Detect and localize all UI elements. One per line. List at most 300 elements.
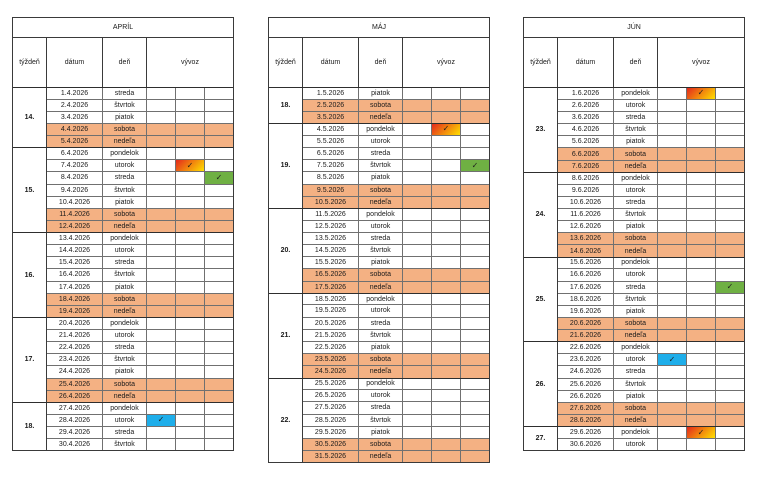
month-table [268,17,490,463]
pickup-cell [403,185,432,196]
month-title: JÚN [524,18,744,38]
pickup-cell [403,148,432,159]
day-name-cell: pondelok [359,209,403,220]
day-name-cell: štvrtok [614,124,658,135]
day-row [47,403,233,414]
day-name-cell: štvrtok [359,415,403,426]
day-row [47,99,233,111]
day-row [558,208,744,220]
date-cell: 8.4.2026 [47,172,103,183]
pickup-cell [403,294,432,305]
pickup-cell [432,245,461,256]
pickup-cell [205,294,233,305]
date-cell: 23.4.2026 [47,354,103,365]
day-name-cell: streda [359,318,403,329]
day-name-cell: utorok [103,330,147,341]
pickup-cell [176,282,205,293]
week-block [269,123,489,208]
pickup-cell [205,245,233,256]
pickup-cell [461,415,489,426]
pickup-cell [432,88,461,99]
day-name-cell: piatok [614,221,658,232]
pickup-cell [432,402,461,413]
pickup-cell [716,306,744,317]
pickup-cell [658,342,687,353]
pickup-cell [176,318,205,329]
weekend-day-row [558,402,744,414]
pickup-cell [658,100,687,111]
date-cell: 3.4.2026 [47,112,103,123]
pickup-cell [658,112,687,123]
pickup-cell [147,318,176,329]
pickup-cell [461,342,489,353]
pickup-cell [432,269,461,280]
day-row [303,304,489,316]
date-cell: 15.6.2026 [558,258,614,269]
day-name-cell: štvrtok [103,185,147,196]
day-name-cell: sobota [614,148,658,159]
date-cell: 13.6.2026 [558,233,614,244]
date-cell: 21.5.2026 [303,330,359,341]
weekend-day-row [47,220,233,232]
date-cell: 17.6.2026 [558,282,614,293]
pickup-cell [716,221,744,232]
day-name-cell: streda [103,427,147,438]
date-cell: 9.5.2026 [303,185,359,196]
pickup-cell [176,112,205,123]
day-row [558,220,744,232]
weekend-day-row [47,390,233,402]
week-block [524,257,744,342]
date-cell: 17.5.2026 [303,282,359,293]
pickup-cell [205,148,233,159]
pickup-cell [461,185,489,196]
day-name-cell: sobota [103,294,147,305]
pickup-cell [716,148,744,159]
pickup-cell [658,185,687,196]
pickup-cell [658,318,687,329]
pickup-cell [176,233,205,244]
weekend-day-row [47,378,233,390]
date-cell: 4.5.2026 [303,124,359,135]
weekend-day-row [303,281,489,293]
pickup-cell [687,342,716,353]
pickup-cell [687,403,716,414]
date-cell: 27.5.2026 [303,402,359,413]
week-days [47,148,233,232]
date-cell: 16.4.2026 [47,269,103,280]
pickup-cell [461,318,489,329]
pickup-cell [658,136,687,147]
pickup-cell [716,112,744,123]
pickup-cell [461,221,489,232]
week-block [524,341,744,426]
check-icon: ✓ [697,88,705,98]
day-row [47,281,233,293]
pickup-cell [461,451,489,462]
date-cell: 23.5.2026 [303,354,359,365]
pickup-cell [716,330,744,341]
pickup-cell [432,330,461,341]
day-name-cell: pondelok [614,258,658,269]
week-number: 24. [524,173,558,257]
pickup-cell-marked [687,88,716,99]
day-name-cell: pondelok [359,124,403,135]
weekend-day-row [303,365,489,377]
date-cell: 26.5.2026 [303,390,359,401]
pickup-cell [716,161,744,172]
day-name-cell: štvrtok [103,439,147,450]
date-cell: 16.5.2026 [303,269,359,280]
pickup-cell [403,451,432,462]
pickup-cell [461,124,489,135]
day-row [47,159,233,171]
date-cell: 29.4.2026 [47,427,103,438]
pickup-cell [716,124,744,135]
weekend-day-row [47,135,233,147]
weekend-day-row [558,160,744,172]
week-block [13,87,233,147]
pickup-cell [403,366,432,377]
day-name-cell: sobota [103,209,147,220]
day-name-cell: štvrtok [103,354,147,365]
day-name-cell: streda [103,257,147,268]
date-cell: 15.4.2026 [47,257,103,268]
date-cell: 18.5.2026 [303,294,359,305]
pickup-cell [716,269,744,280]
pickup-cell [147,100,176,111]
pickup-cell [432,427,461,438]
date-cell: 5.6.2026 [558,136,614,147]
day-name-cell: nedeľa [103,221,147,232]
header-date: dátum [558,38,614,87]
day-row [47,318,233,329]
pickup-cell [461,330,489,341]
day-row [558,123,744,135]
date-cell: 29.6.2026 [558,427,614,438]
day-name-cell: štvrtok [103,269,147,280]
week-block [269,293,489,378]
pickup-cell [658,148,687,159]
week-block [269,208,489,293]
week-number: 14. [13,88,47,147]
date-cell: 16.6.2026 [558,269,614,280]
date-cell: 22.4.2026 [47,342,103,353]
week-block [524,172,744,257]
day-name-cell: utorok [614,185,658,196]
date-cell: 19.4.2026 [47,306,103,317]
pickup-cell [176,185,205,196]
pickup-cell [432,112,461,123]
pickup-cell [461,257,489,268]
date-cell: 11.4.2026 [47,209,103,220]
pickup-cell [461,197,489,208]
pickup-cell [147,245,176,256]
pickup-cell [716,233,744,244]
week-number: 25. [524,258,558,342]
day-name-cell: nedeľa [614,245,658,256]
date-cell: 10.6.2026 [558,197,614,208]
day-row [558,281,744,293]
pickup-cell [687,330,716,341]
weekend-day-row [303,184,489,196]
day-name-cell: utorok [359,390,403,401]
day-name-cell: sobota [359,100,403,111]
week-days [558,173,744,257]
pickup-cell [716,294,744,305]
date-cell: 2.6.2026 [558,100,614,111]
day-name-cell: sobota [614,403,658,414]
pickup-cell [658,269,687,280]
pickup-cell [687,100,716,111]
date-cell: 28.6.2026 [558,415,614,426]
pickup-cell [205,379,233,390]
day-name-cell: nedeľa [103,136,147,147]
weekend-day-row [47,208,233,220]
day-row [558,390,744,402]
pickup-cell [176,366,205,377]
pickup-cell [432,390,461,401]
day-row [47,256,233,268]
pickup-cell [716,88,744,99]
header-day: deň [103,38,147,87]
pickup-cell [176,391,205,402]
pickup-cell [147,136,176,147]
pickup-cell [176,439,205,450]
day-name-cell: nedeľa [614,415,658,426]
pickup-cell [147,221,176,232]
pickup-cell [205,391,233,402]
day-row [558,365,744,377]
day-row [558,173,744,184]
pickup-cell [658,258,687,269]
pickup-cell [716,100,744,111]
pickup-cell [147,342,176,353]
pickup-cell [403,318,432,329]
day-name-cell: pondelok [614,427,658,438]
pickup-cell [687,112,716,123]
date-cell: 6.5.2026 [303,148,359,159]
pickup-cell [432,318,461,329]
pickup-cell [432,148,461,159]
pickup-cell [716,403,744,414]
day-row [558,184,744,196]
pickup-cell [687,136,716,147]
pickup-cell [658,221,687,232]
day-name-cell: streda [359,148,403,159]
pickup-cell [403,354,432,365]
day-row [47,148,233,159]
date-cell: 18.4.2026 [47,294,103,305]
date-cell: 24.6.2026 [558,366,614,377]
day-name-cell: pondelok [359,294,403,305]
pickup-cell [176,124,205,135]
pickup-cell [205,306,233,317]
pickup-cell [716,391,744,402]
date-cell: 20.6.2026 [558,318,614,329]
pickup-cell [403,269,432,280]
day-name-cell: streda [614,197,658,208]
day-row [558,293,744,305]
pickup-cell [403,245,432,256]
date-cell: 7.6.2026 [558,161,614,172]
day-row [558,305,744,317]
date-cell: 25.4.2026 [47,379,103,390]
week-days [558,427,744,450]
check-icon: ✓ [442,124,450,134]
day-row [303,171,489,183]
pickup-cell [658,403,687,414]
pickup-cell [403,427,432,438]
week-days [303,88,489,123]
day-name-cell: piatok [359,342,403,353]
pickup-cell [205,415,233,426]
pickup-cell [716,197,744,208]
pickup-cell [176,100,205,111]
day-row [303,379,489,390]
pickup-cell [403,379,432,390]
day-row [558,196,744,208]
pickup-cell [461,390,489,401]
pickup-cell [461,269,489,280]
pickup-cell [461,148,489,159]
pickup-cell [403,305,432,316]
pickup-cell [658,330,687,341]
pickup-cell [147,391,176,402]
check-icon: ✓ [186,160,194,170]
pickup-cell [461,172,489,183]
pickup-cell [205,427,233,438]
pickup-cell [432,439,461,450]
pickup-cell [176,148,205,159]
day-row [303,294,489,305]
pickup-cell [687,415,716,426]
day-name-cell: nedeľa [103,306,147,317]
date-cell: 13.4.2026 [47,233,103,244]
day-name-cell: utorok [359,221,403,232]
pickup-cell-marked [687,427,716,438]
day-name-cell: štvrtok [359,245,403,256]
date-cell: 27.6.2026 [558,403,614,414]
day-row [303,209,489,220]
check-icon: ✓ [471,160,479,170]
date-cell: 19.6.2026 [558,306,614,317]
day-name-cell: nedeľa [614,330,658,341]
pickup-cell [461,209,489,220]
date-cell: 9.4.2026 [47,185,103,196]
day-row [303,220,489,232]
header-date: dátum [47,38,103,87]
pickup-cell [432,415,461,426]
pickup-cell [687,124,716,135]
pickup-cell-marked [658,354,687,365]
weekend-day-row [558,317,744,329]
day-name-cell: sobota [614,318,658,329]
day-name-cell: streda [103,172,147,183]
day-name-cell: utorok [614,269,658,280]
header-day: deň [359,38,403,87]
week-block [269,378,489,463]
weekend-day-row [558,232,744,244]
pickup-cell [176,294,205,305]
date-cell: 17.4.2026 [47,282,103,293]
week-block [13,317,233,402]
day-row [303,244,489,256]
pickup-cell [147,233,176,244]
date-cell: 12.6.2026 [558,221,614,232]
pickup-cell [205,185,233,196]
date-cell: 3.5.2026 [303,112,359,123]
week-days [303,124,489,208]
pickup-cell [176,257,205,268]
pickup-cell [461,305,489,316]
day-name-cell: streda [614,366,658,377]
date-cell: 18.6.2026 [558,294,614,305]
day-name-cell: utorok [103,415,147,426]
pickup-cell [403,197,432,208]
date-cell: 4.6.2026 [558,124,614,135]
pickup-cell [147,439,176,450]
check-icon: ✓ [157,415,165,425]
pickup-cell [658,88,687,99]
day-name-cell: nedeľa [359,451,403,462]
week-block [524,426,744,450]
pickup-cell [147,172,176,183]
pickup-cell [147,403,176,414]
pickup-cell [205,403,233,414]
pickup-cell [658,379,687,390]
pickup-cell [716,209,744,220]
date-cell: 21.6.2026 [558,330,614,341]
pickup-cell [432,100,461,111]
date-cell: 14.5.2026 [303,245,359,256]
pickup-cell [687,197,716,208]
day-row [558,438,744,450]
day-row [558,378,744,390]
pickup-cell [658,294,687,305]
date-cell: 13.5.2026 [303,233,359,244]
date-cell: 10.5.2026 [303,197,359,208]
pickup-cell [461,366,489,377]
pickup-cell [687,439,716,450]
day-row [47,244,233,256]
weekend-day-row [303,438,489,450]
pickup-cell [658,439,687,450]
pickup-cell [205,318,233,329]
day-row [47,341,233,353]
pickup-cell [403,257,432,268]
pickup-cell [403,415,432,426]
pickup-cell [658,173,687,184]
day-name-cell: štvrtok [359,160,403,171]
day-name-cell: pondelok [103,148,147,159]
pickup-cell [687,318,716,329]
month-title: APRÍL [13,18,233,38]
week-number: 27. [524,427,558,450]
week-days [558,342,744,426]
pickup-cell [403,88,432,99]
date-cell: 1.4.2026 [47,88,103,99]
pickup-cell [176,88,205,99]
pickup-cell [205,439,233,450]
day-name-cell: streda [103,88,147,99]
day-name-cell: nedeľa [359,366,403,377]
pickup-cell [205,197,233,208]
date-cell: 11.5.2026 [303,209,359,220]
pickup-cell [461,354,489,365]
weekend-day-row [47,123,233,135]
day-name-cell: piatok [359,257,403,268]
